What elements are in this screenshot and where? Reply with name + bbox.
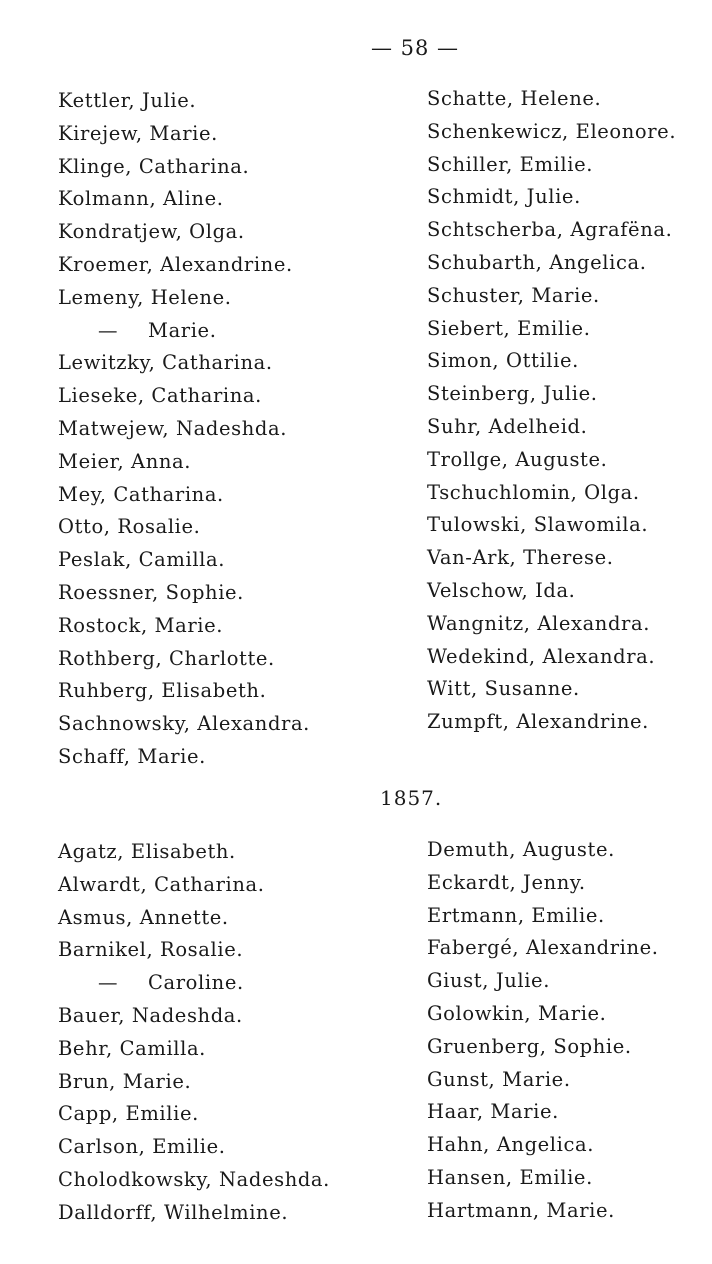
name-entry [58,610,310,643]
entry-text: Tulowski, Slawomila. [427,513,649,537]
entry-text: Ertmann, Emilie. [427,903,605,927]
name-entry [427,706,676,739]
name-column-right-1857 [427,834,659,1228]
entry-text: Schiller, Emilie. [427,152,594,176]
entry-text: Van-Ark, Therese. [427,546,614,570]
entry-text: Wangnitz, Alexandra. [427,611,650,635]
entry-text: Behr, Camilla. [58,1036,206,1060]
entry-text: Otto, Rosalie. [58,515,201,539]
entry-text: Schatte, Helene. [427,87,602,110]
name-entry [58,1000,330,1033]
entry-text: Hartmann, Marie. [427,1198,615,1222]
name-entry [58,446,310,479]
entry-text: Eckardt, Jenny. [427,870,586,894]
name-column-left-1857 [58,836,330,1230]
entry-text: Schaff, Marie. [58,744,206,768]
name-entry [58,216,310,249]
name-entry [58,85,310,118]
name-entry [58,577,310,610]
entry-text: Mey, Catharina. [58,482,224,506]
name-entry [58,1066,330,1099]
name-entry [58,934,330,967]
entry-text: Schuster, Marie. [427,283,600,307]
name-entry [58,708,310,741]
name-entry [427,378,676,411]
entry-text: Demuth, Auguste. [427,838,615,861]
name-column-right [427,83,676,739]
page-number: — 58 — [370,36,460,60]
entry-text: Schmidt, Julie. [427,185,581,209]
name-entry [58,643,310,676]
entry-text: Alwardt, Catharina. [58,872,265,896]
name-entry [58,1131,330,1164]
entry-text: Kirejew, Marie. [58,121,218,145]
name-entry [427,575,676,608]
entry-text: Lieseke, Catharina. [58,384,262,408]
entry-text: Schenkewicz, Eleonore. [427,119,677,143]
entry-text: Zumpft, Alexandrine. [427,710,649,734]
entry-text: Kondratjew, Olga. [58,220,245,244]
entry-text: Dalldorff, Wilhelmine. [58,1200,289,1224]
name-entry [427,477,676,510]
name-entry [427,345,676,378]
name-entry [427,542,676,575]
entry-text: Kroemer, Alexandrine. [58,252,293,276]
name-entry [427,932,659,965]
name-entry [58,347,310,380]
name-entry [427,280,676,313]
name-entry [58,1197,330,1230]
name-entry [58,249,310,282]
entry-text: Lemeny, Helene. [58,285,232,309]
name-entry [58,511,310,544]
entry-text: Simon, Ottilie. [427,349,579,373]
name-entry [58,902,330,935]
entry-text: Gunst, Marie. [427,1067,571,1091]
entry-text: Roessner, Sophie. [58,580,244,604]
entry-text: Marie. [148,318,217,342]
name-entry [58,479,310,512]
name-entry [427,1129,659,1162]
entry-text: Hansen, Emilie. [427,1165,593,1189]
entry-text: Schubarth, Angelica. [427,250,647,274]
entry-text: Meier, Anna. [58,449,192,473]
name-entry [58,836,330,869]
name-entry [427,1195,659,1228]
name-entry [427,608,676,641]
name-entry [427,1031,659,1064]
name-entry [58,1164,330,1197]
name-entry [58,282,310,315]
name-entry [58,1098,330,1131]
name-entry [427,313,676,346]
ditto-mark: — [97,318,119,342]
name-entry [427,673,676,706]
entry-text: Fabergé, Alexandrine. [427,936,659,960]
entry-text: Hahn, Angelica. [427,1133,595,1157]
entry-text: Schtscherba, Agrafëna. [427,218,673,242]
name-entry [58,151,310,184]
name-entry [427,1064,659,1097]
ditto-mark: — [97,971,119,995]
entry-text: Bauer, Nadeshda. [58,1003,243,1027]
entry-text: Carlson, Emilie. [58,1135,226,1159]
name-entry [427,641,676,674]
entry-text: Tschuchlomin, Olga. [427,480,640,504]
name-entry [427,965,659,998]
name-entry [58,1033,330,1066]
entry-text: Rothberg, Charlotte. [58,646,275,670]
entry-text: Trollge, Auguste. [427,447,608,471]
entry-text: Caroline. [148,971,244,995]
name-entry [427,411,676,444]
name-entry [58,741,310,774]
entry-text: Peslak, Camilla. [58,548,226,572]
entry-text: Golowkin, Marie. [427,1001,607,1025]
entry-text: Barnikel, Rosalie. [58,938,244,962]
entry-text: Matwejew, Nadeshda. [58,416,288,440]
name-entry [427,834,659,867]
entry-text: Giust, Julie. [427,969,551,993]
name-entry [427,444,676,477]
name-entry [58,183,310,216]
entry-text: Suhr, Adelheid. [427,414,588,438]
name-entry [427,181,676,214]
entry-text: Asmus, Annette. [58,905,229,929]
entry-text: Ruhberg, Elisabeth. [58,679,267,703]
name-entry [58,675,310,708]
name-entry [427,83,676,116]
name-entry [58,118,310,151]
entry-text: Agatz, Elisabeth. [58,840,236,863]
entry-text: Kolmann, Aline. [58,187,224,211]
name-column-left [58,85,310,774]
name-entry [427,867,659,900]
entry-text: Kettler, Julie. [58,89,197,112]
entry-text: Witt, Susanne. [427,677,580,701]
year-heading: 1857. [380,786,443,810]
name-entry [58,413,310,446]
name-entry [427,998,659,1031]
entry-text: Capp, Emilie. [58,1102,199,1126]
name-entry [58,869,330,902]
name-entry [58,380,310,413]
name-entry [58,967,330,1000]
entry-text: Rostock, Marie. [58,613,224,637]
entry-text: Steinberg, Julie. [427,382,598,406]
entry-text: Klinge, Catharina. [58,154,250,178]
entry-text: Haar, Marie. [427,1100,559,1124]
name-entry [427,149,676,182]
entry-text: Velschow, Ida. [427,578,576,602]
name-entry [58,544,310,577]
name-entry [427,116,676,149]
name-entry [58,315,310,348]
entry-text: Siebert, Emilie. [427,316,591,340]
entry-text: Gruenberg, Sophie. [427,1034,632,1058]
name-entry [427,1162,659,1195]
name-entry [427,247,676,280]
entry-text: Brun, Marie. [58,1069,192,1093]
entry-text: Wedekind, Alexandra. [427,644,656,668]
entry-text: Sachnowsky, Alexandra. [58,712,310,736]
name-entry [427,509,676,542]
entry-text: Lewitzky, Catharina. [58,351,273,375]
name-entry [427,1096,659,1129]
name-entry [427,900,659,933]
name-entry [427,214,676,247]
entry-text: Cholodkowsky, Nadeshda. [58,1167,330,1191]
